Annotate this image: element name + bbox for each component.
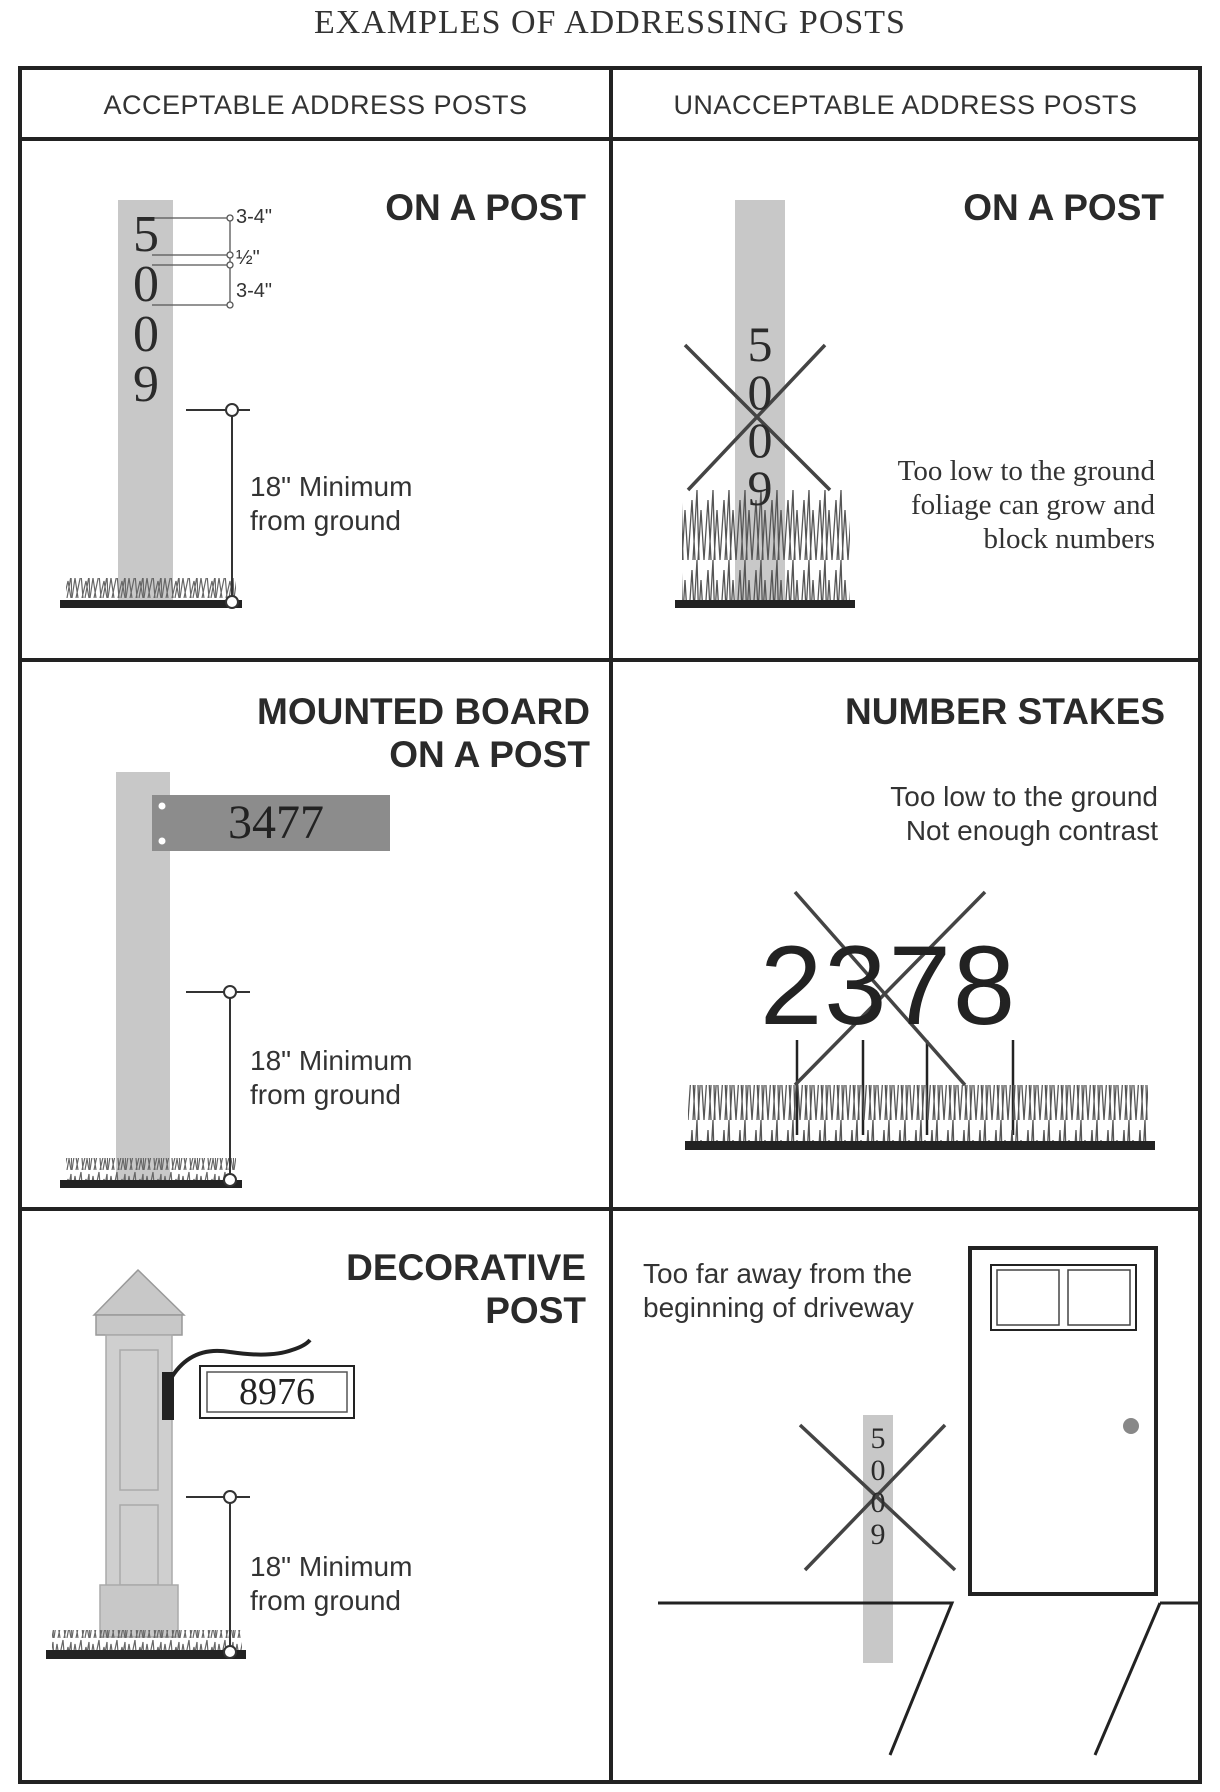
header-acceptable: ACCEPTABLE ADDRESS POSTS bbox=[103, 89, 528, 120]
min-height-line: 18" Minimum bbox=[250, 471, 413, 502]
unacceptable-post-number bbox=[735, 316, 785, 516]
decorative-post-min-height bbox=[250, 1550, 412, 1618]
dim-digit-height-1: 3-4" bbox=[236, 206, 273, 228]
note-line: beginning of driveway bbox=[643, 1292, 914, 1323]
post-digit: 9 bbox=[870, 1518, 886, 1551]
min-height-line: from ground bbox=[250, 1079, 401, 1110]
mounted-board-number: 3477 bbox=[228, 796, 324, 849]
post-digit: 5 bbox=[747, 316, 773, 372]
post-digit: 0 bbox=[133, 306, 159, 363]
title-line: DECORATIVE bbox=[346, 1247, 586, 1288]
note-line: Too low to the ground bbox=[897, 455, 1155, 487]
number-stakes-note bbox=[780, 780, 1158, 848]
decorative-post-number: 8976 bbox=[239, 1371, 315, 1413]
post-digit: 9 bbox=[133, 356, 159, 413]
unacceptable-post-note bbox=[850, 454, 1155, 556]
note-line: block numbers bbox=[983, 523, 1155, 555]
post-digit: 5 bbox=[870, 1422, 886, 1455]
post-digit: 0 bbox=[747, 364, 773, 420]
too-far-post-number bbox=[863, 1423, 893, 1551]
post-digit: 0 bbox=[747, 412, 773, 468]
min-height-line: 18" Minimum bbox=[250, 1045, 413, 1076]
post-digit: 0 bbox=[870, 1486, 886, 1519]
acceptable-post-title: ON A POST bbox=[385, 187, 586, 228]
title-line: ON A POST bbox=[389, 734, 590, 775]
post-digit: 5 bbox=[133, 206, 159, 263]
post-digit: 0 bbox=[133, 256, 159, 313]
post-digit: 0 bbox=[870, 1454, 886, 1487]
note-line: foliage can grow and bbox=[911, 489, 1155, 521]
min-height-line: 18" Minimum bbox=[250, 1551, 413, 1582]
note-line: Too far away from the bbox=[643, 1258, 913, 1289]
header-unacceptable: UNACCEPTABLE ADDRESS POSTS bbox=[673, 89, 1138, 120]
decorative-post-title bbox=[300, 1246, 586, 1332]
page-title: EXAMPLES OF ADDRESSING POSTS bbox=[314, 4, 906, 41]
note-line: Not enough contrast bbox=[905, 815, 1158, 846]
number-stakes-number: 2378 bbox=[760, 923, 1018, 1048]
mounted-board-min-height bbox=[250, 1044, 412, 1112]
title-line: POST bbox=[485, 1290, 586, 1331]
dim-digit-spacing: ½" bbox=[236, 247, 260, 269]
too-far-note bbox=[643, 1257, 914, 1325]
title-line: MOUNTED BOARD bbox=[257, 691, 590, 732]
acceptable-post-min-height bbox=[250, 470, 412, 538]
number-stakes-title: NUMBER STAKES bbox=[845, 691, 1165, 732]
unacceptable-post-title: ON A POST bbox=[963, 187, 1164, 228]
min-height-line: from ground bbox=[250, 1585, 401, 1616]
dim-digit-height-2: 3-4" bbox=[236, 280, 273, 302]
acceptable-post-number bbox=[120, 206, 172, 413]
note-line: Too low to the ground bbox=[890, 781, 1158, 812]
min-height-line: from ground bbox=[250, 505, 401, 536]
post-digit: 9 bbox=[747, 460, 773, 516]
mounted-board-title bbox=[230, 690, 590, 776]
